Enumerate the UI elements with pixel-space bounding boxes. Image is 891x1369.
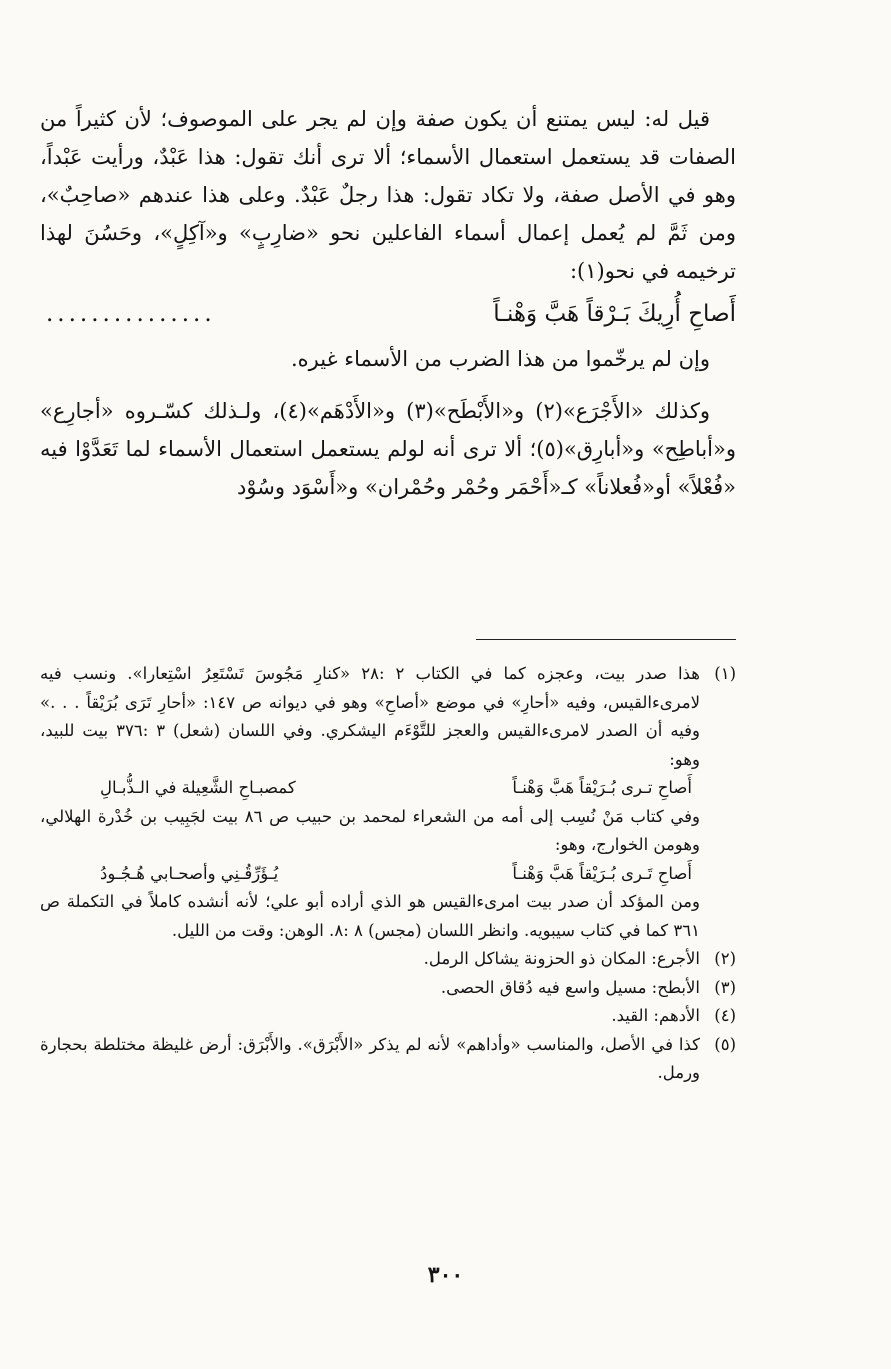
paragraph-1: قيل له: ليس يمتنع أن يكون صفة وإن لم يجر على الموصوف؛ لأن كثيراً من الصفات قد يستعمل استعمال الأسماء؛ ألا ترى أنك تقول: هذا عَبْدٌ، ورأيت عَبْداً، وهو في الأصل صفة، ولا تكاد تقول: هذا رجلٌ عَبْدٌ. وعلى هذا عندهم «صاحِبٌ»، ومن ثَمَّ لم يُعمل إعمال أسماء الفاعلين نحو «ضارِبٍ» و«آكِلٍ»، وحَسُنَ لهذا ترخيمه في نحو(١):	[40, 107, 736, 283]
footnote-text: هذا صدر بيت، وعجزه كما في الكتاب ٢ :٢٨ «كنارِ مَجُوسَ تَسْتَعِرُ اسْتِعارا». ونسب فيه لامرىءالقيس، وفيه «أحارِ» في موضع «أصاحِ» وهو في ديوانه ص ١٤٧: «أحارِ تَرَى بُرَيْقاً . . .» وفيه أن الصدر لامرىءالقيس والعجز للتَّوْءَم اليشكري. وفي اللسان (شعل) ٣ :٣٧٦ بيت للبيد، وهو:	[40, 664, 701, 769]
main-text	[40, 100, 736, 506]
footnote-1	[40, 660, 736, 945]
footnote-5	[40, 1031, 736, 1088]
footnote-4	[40, 1002, 736, 1031]
footnote-verse-2	[40, 860, 700, 889]
footnote-text: وفي كتاب مَنْ نُسِب إلى أمه من الشعراء لمحمد بن حبيب ص ٨٦ بيت لجَبِيب بن خُدْرة الهلالي، وهومن الخوارج، وهو:	[40, 806, 700, 854]
verse-hemistich-right: أَصاحِ تـرى بُـرَيْقاً هَبَّ وَهْنـاً	[512, 778, 692, 797]
verse-hemistich-dots: ...............	[46, 301, 216, 327]
footnote-separator	[476, 639, 736, 640]
footnote-text: الأدهم: القيد.	[611, 1006, 700, 1025]
verse-line	[40, 294, 736, 334]
main-body	[40, 100, 736, 506]
footnote-number: (١)	[714, 664, 736, 683]
verse-hemistich-right: أَصاحِ تَـرى بُـرَيْقاً هَبَّ وَهْنـاً	[512, 863, 692, 883]
footnote-number: (٢)	[714, 949, 736, 968]
footnotes	[40, 660, 736, 1088]
footnote-number: (٤)	[714, 1006, 736, 1025]
footnote-2	[40, 945, 736, 974]
paragraph-3: وكذلك «الأَجْرَع»(٢) و«الأَبْطَح»(٣) و«الأَدْهَم»(٤)، ولـذلك كسّـروه «أجارِع» و«أباطِح» و«أبارِق»(٥)؛ ألا ترى أنه لولم يستعمل استعمال الأسماء لما تَعَدَّوْا فيه «فُعْلاً» أو«فُعلاناً» كـ«أَحْمَر وحُمْر وحُمْران» و«أَسْوَد وسُوْد	[40, 399, 736, 499]
footnote-text: كذا في الأصل، والمناسب «وأداهم» لأنه لم يذكر «الأَبْرَق». والأَبْرَق: أرض غليظة مختلطة بحجارة ورمل.	[40, 1034, 700, 1082]
footnote-number: (٣)	[714, 977, 736, 997]
footnote-text: الأجرع: المكان ذو الحزونة يشاكل الرمل.	[423, 949, 700, 968]
verse-hemistich-left: يُـؤَرِّقُـنِي وأصحـابي هُـجُـودُ	[100, 863, 279, 883]
footnote-text: الأبطح: مسيل واسع فيه دُقاق الحصى.	[440, 977, 700, 997]
footnote-3	[40, 974, 736, 1003]
verse-hemistich-left: كمصبـاحِ الشَّعِيلة في الـذُّبـالِ	[100, 778, 296, 797]
page-number: ٣٠٠	[427, 1262, 464, 1288]
footnote-text: ومن المؤكد أن صدر بيت امرىءالقيس هو الذي أراده أبو علي؛ لأنه أنشده كاملاً في التكملة ص ٣٦١ كما في كتاب سيبويه. وانظر اللسان (مجس) ٨ :٨. الوهن: وقت من الليل.	[40, 892, 700, 940]
paragraph-2: وإن لم يرخّموا من هذا الضرب من الأسماء غيره.	[290, 347, 710, 371]
footnote-verse-1	[40, 774, 700, 803]
footnote-number: (٥)	[714, 1034, 736, 1054]
verse-hemistich-right: أَصاحِ أُرِيكَ بَـرْقاً هَبَّ وَهْنـاً	[493, 301, 736, 327]
